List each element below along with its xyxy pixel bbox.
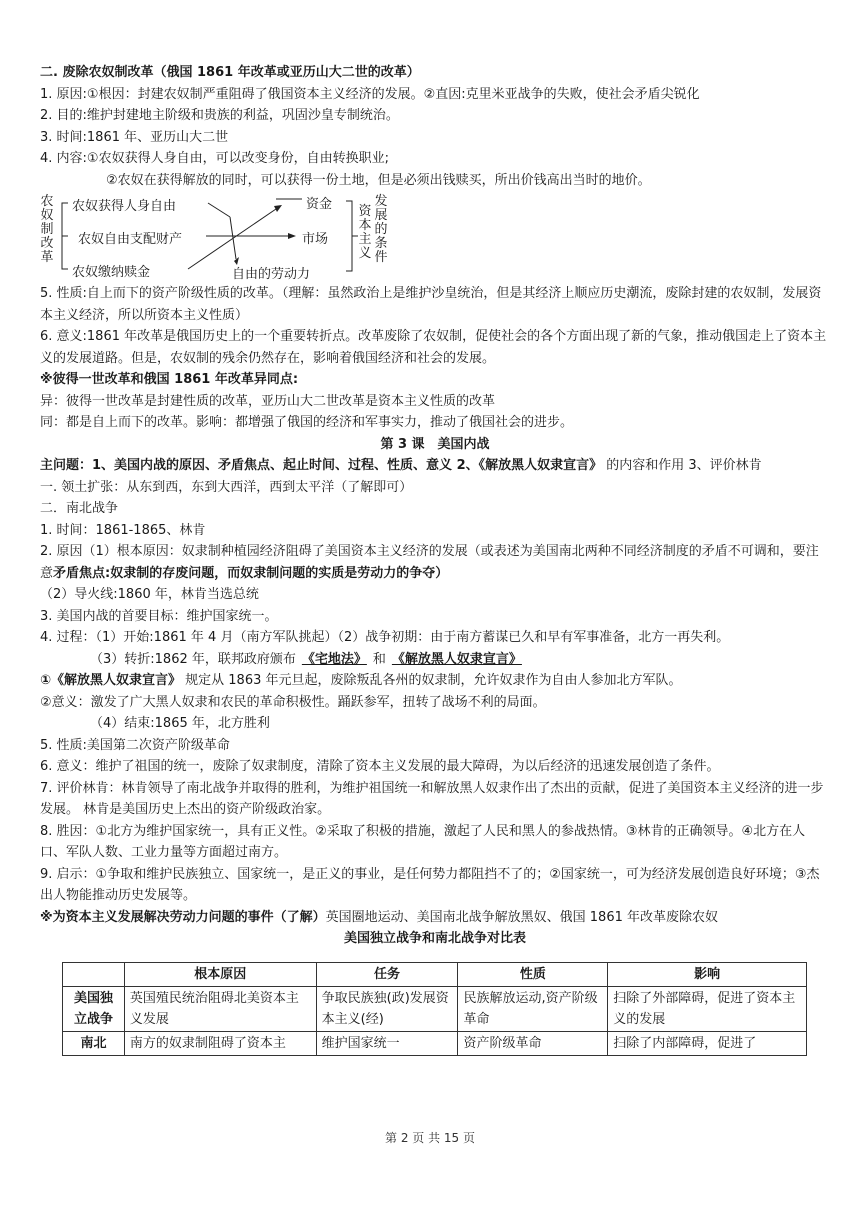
table-cell: 维护国家统一 (316, 1031, 458, 1055)
text-line (40, 907, 830, 929)
text-line: 2. 目的:维护封建地主阶级和贵族的利益，巩固沙皇专制统治。 (40, 108, 399, 123)
text-line: 异：彼得一世改革是封建性质的改革，亚历山大二世改革是资本主义性质的改革 (40, 393, 496, 409)
table-cell: 英国殖民统治阻碍北美资本主义发展 (124, 986, 316, 1031)
table-cell: 南方的奴隶制阻碍了资本主 (124, 1031, 316, 1055)
vertical-label: 发 展 的 条 件 (374, 194, 388, 265)
text-line: ②意义：激发了广大黑人奴隶和农民的革命积极性。踊跃参军，扭转了战场不利的局面。 (40, 694, 546, 710)
table-cell: 民族解放运动,资产阶级革命 (458, 986, 608, 1031)
text-line (40, 649, 830, 671)
diagram-item: 自由的劳动力 (232, 267, 311, 282)
text-line: 6. 意义：维护了祖国的统一，废除了奴隶制度，清除了资本主义发展的最大障碍，为以后经济的迅速发展创造了条件。 (40, 759, 720, 774)
table-header-cell: 影响 (608, 962, 807, 986)
text-paragraph: 7. 评价林肯：林肯领导了南北战争并取得的胜利，为维护祖国统一和解放黑人奴隶作出了杰出的贡献，促进了美国资本主义经济的进一步发展。 林肯是美国历史上杰出的资产阶级政治家。 (40, 780, 824, 817)
table-header-cell: 任务 (316, 962, 458, 986)
document-page (40, 62, 830, 1056)
text-line: 4. 过程：（1）开始:1861 年 4 月（南方军队挑起）（2）战争初期：由于南方蓄谋已久和早有军事准备，北方一再失利。 (40, 630, 730, 645)
conflict-focus-text: 矛盾焦点:奴隶制的存废问题，而奴隶制问题的实质是劳动力的争夺） (53, 565, 449, 581)
main-question (40, 455, 830, 477)
text-line: 3. 时间:1861 年、亚历山大二世 (40, 129, 229, 145)
text-line: （2）导火线:1860 年，林肯当选总统 (40, 587, 259, 602)
text-line: 3. 美国内战的首要目标：维护国家统一。 (40, 608, 278, 624)
text-paragraph: 9. 启示：①争取和维护民族独立、国家统一，是正义的事业，是任何势力都阻挡不了的；②国家统一，可为经济发展创造良好环境；③杰出人物能推动历史发展等。 (40, 866, 820, 903)
labor-heading: ※为资本主义发展解决劳动力问题的事件（了解） (40, 909, 326, 925)
emancipation-text: 规定从 1863 年元旦起，废除叛乱各州的奴隶制，允许奴隶作为自由人参加北方军队。 (181, 673, 682, 688)
table-header-row (63, 962, 807, 986)
text-line: （4）结束:1865 年，北方胜利 (90, 716, 270, 731)
conjunction-text: 和 (372, 651, 386, 667)
table-header-cell (63, 962, 125, 986)
table-title: 美国独立战争和南北战争对比表 (343, 931, 526, 946)
diagram-right-label-2 (374, 195, 388, 265)
text-line: 5. 性质:美国第二次资产阶级革命 (40, 737, 230, 753)
table-row (63, 1031, 807, 1055)
main-question-rest: 的内容和作用 3、评价林肯 (602, 458, 762, 473)
section-heading-serf-reform: 二. 废除农奴制改革（俄国 1861 年改革或亚历山大二世的改革） (40, 65, 420, 80)
diagram-item: 农奴获得人身自由 (72, 199, 177, 214)
text-line: 1. 时间：1861-1865、林肯 (40, 522, 206, 538)
table-cell: 资产阶级革命 (458, 1031, 608, 1055)
compare-heading: ※彼得一世改革和俄国 1861 年改革异同点: (40, 372, 299, 387)
diagram-item: 农奴自由支配财产 (78, 232, 183, 247)
diagram-right-label-1 (358, 205, 372, 261)
lesson-title: 第 3 课 美国内战 (380, 436, 490, 452)
diagram-item: 农奴缴纳赎金 (72, 265, 151, 280)
table-header-cell: 根本原因 (124, 962, 316, 986)
diagram-item: 市场 (302, 232, 329, 247)
text-line: 1. 原因:①根因：封建农奴制严重阻碍了俄国资本主义经济的发展。②直因:克里米亚战争的失败，使社会矛盾尖锐化 (40, 86, 700, 102)
text-paragraph (40, 541, 830, 584)
text-line: 同：都是自上而下的改革。影响：都增强了俄国的经济和军事实力，推动了俄国社会的进步。 (40, 415, 574, 430)
table-cell: 争取民族独(政)发展资本主义(经) (316, 986, 458, 1031)
text-paragraph: 8. 胜因：①北方为维护国家统一，具有正义性。②采取了积极的措施，激起了人民和黑人的参战热情。③林肯的正确领导。④北方在人口、军队人数、工业力量等方面超过南方。 (40, 823, 806, 860)
table-body (63, 986, 807, 1055)
text-line: 一. 领土扩张：从东到西，东到大西洋，西到太平洋（了解即可） (40, 479, 413, 495)
text-paragraph: 5. 性质:自上而下的资产阶级性质的改革。（理解：虽然政治上是维护沙皇统治，但是其经济上顺应历史潮流，废除封建的农奴制，发展资本主义经济，所以所资本主义性质） (40, 286, 822, 323)
vertical-label: 农 奴 制 改 革 (40, 194, 54, 265)
table-cell: 扫除了外部障碍，促进了资本主义的发展 (608, 986, 807, 1031)
emancipation-title: 《解放黑人奴隶宣言》 (391, 651, 522, 667)
table-row-header: 南北 (63, 1031, 125, 1055)
emancipation-heading: ①《解放黑人奴隶宣言》 (40, 673, 182, 688)
homestead-act-title: 《宅地法》 (301, 651, 367, 667)
table-cell: 扫除了内部障碍，促进了 (608, 1031, 807, 1055)
comparison-table (62, 962, 807, 1056)
text-line (40, 670, 830, 692)
reform-diagram (40, 193, 830, 282)
table-row-header: 美国独立战争 (63, 986, 125, 1031)
cause-text: 2. 原因（1）根本原因：奴隶制种植园经济阻碍了美国资本主义经济的发展（或表述为美国南北两种不同经济制度的矛盾不可调和，要注意 (40, 544, 819, 581)
table-row (63, 986, 807, 1031)
diagram-item: 资金 (306, 197, 333, 212)
page-footer: 第 2 页 共 15 页 (385, 1131, 475, 1145)
text-line: 二．南北战争 (40, 501, 119, 516)
text-paragraph: 6. 意义:1861 年改革是俄国历史上的一个重要转折点。改革废除了农奴制，促使社会的各个方面出现了新的气象，推动俄国走上了资本主义的发展道路。但是，农奴制的残余仍然存在，影响着俄国经济和社会的发展。 (40, 329, 827, 366)
table-header-cell: 性质 (458, 962, 608, 986)
labor-events-text: 英国圈地运动、美国南北战争解放黑奴、俄国 1861 年改革废除农奴 (325, 909, 718, 925)
main-question-bold: 主问题：1、美国内战的原因、矛盾焦点、起止时间、过程、性质、意义 2、《解放黑人奴隶宣言》 (40, 458, 603, 473)
text-line: 4. 内容:①农奴获得人身自由，可以改变身份，自由转换职业; (40, 151, 389, 166)
turning-point-text: （3）转折:1862 年，联邦政府颁布 (90, 651, 296, 667)
vertical-label: 资 本 主 义 (358, 204, 372, 261)
text-line: ②农奴在获得解放的同时，可以获得一份土地，但是必须出钱赎买，所出价钱高出当时的地价。 (106, 172, 651, 188)
